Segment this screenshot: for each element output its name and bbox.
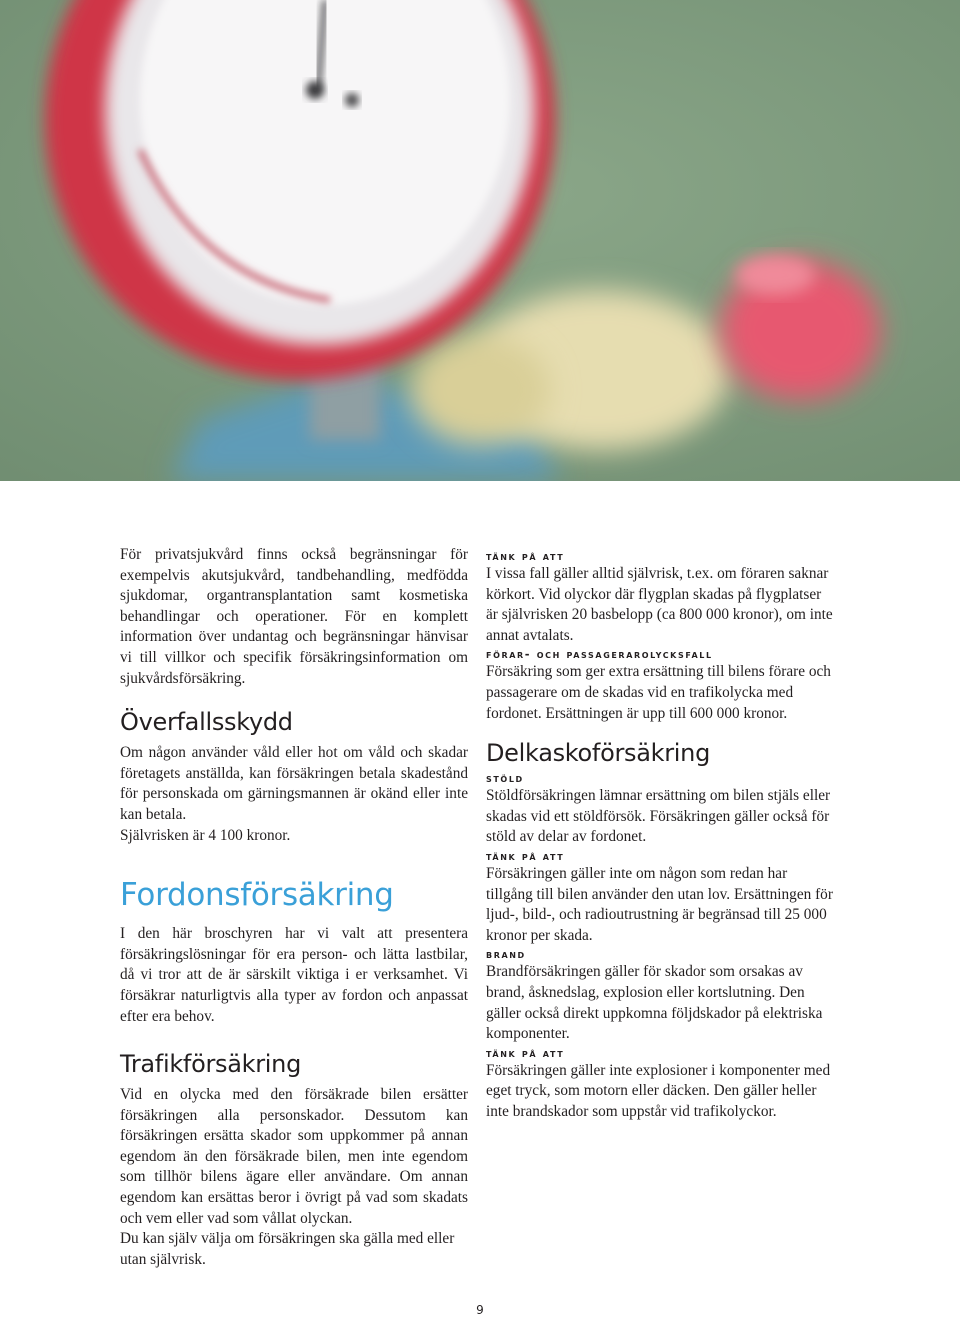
header-photo-pressure-gauge (0, 0, 960, 481)
label-think-2: tänk på att (486, 848, 565, 863)
think-2-paragraph: Försäkringen gäller inte om någon som redan har tillgång till bilen använder den utan lov. Ersättningen för ljud-, bild-, och radioutrustning är begränsad till 25 000 kronor per skada. (486, 864, 833, 944)
intro-paragraph: För privatsjukvård finns också begränsningar för exempelvis akutsjukvård, tandbehandling, medfödda sjukdomar, organtransplantation samt kosmetiska behandlingar och operationer. För en komplett information över undantag och begränsningar hänvisar vi till villkor och specifik försäkringsinformation om sjukvårdsförsäkring. (120, 546, 468, 687)
trafik-paragraph: Vid en olycka med den försäkrade bilen ersätter försäkringen alla personskador. Dessutom kan försäkringen ersätta skador som uppkommer på annan egendom än den försäkrade bilen, men inte egendom som tillhör bilens ägare eller användare. Om annan egendom kan ersättas beror i övrigt på vad som skadats och vem eller vad som vållat olyckan. (120, 1086, 468, 1227)
trafik-choice-paragraph: Du kan själv välja om försäkringen ska gälla med eller utan självrisk. (120, 1230, 455, 1268)
gauge-illustration (0, 0, 960, 481)
label-driver-accident: förar- och passagerarolycksfall (486, 647, 713, 662)
heading-trafikforsakring: Trafikförsäkring (120, 1050, 302, 1079)
think-1-paragraph: I vissa fall gäller alltid självrisk, t.ex. om föraren saknar körkort. Vid olyckor där flygplan skadas på flygplatser är självrisken 20 basbelopp (ca 800 000 kronor), om inte annat avtalats. (486, 565, 833, 644)
heading-overfallsskydd: Överfallsskydd (120, 708, 293, 737)
right-column (486, 548, 834, 1122)
label-think-3: tänk på att (486, 1045, 565, 1060)
fire-paragraph: Brandförsäkringen gäller för skador som orsakas av brand, åsknedslag, explosion eller kortslutning. Den gäller också direkt uppkomna följdskador på elektriska komponenter. (486, 963, 823, 1043)
heading-fordonsforsakring: Fordonsförsäkring (120, 877, 394, 914)
think-3-paragraph: Försäkringen gäller inte explosioner i komponenter med eget tryck, som motorn eller däcken. Den gäller heller inte brandskador som uppstår vid trafikolyckor. (486, 1061, 831, 1120)
overfall-excess: Självrisken är 4 100 kronor. (120, 826, 291, 844)
overfall-paragraph: Om någon använder våld eller hot om våld och skadar företagets anställda, kan försäkringen betala skadestånd för personskada om gärningsmannen är okänd eller inte kan betala. (120, 744, 468, 823)
label-theft: stöld (486, 771, 524, 786)
label-fire: brand (486, 947, 526, 962)
theft-paragraph: Stöldförsäkringen lämnar ersättning om bilen stjäls eller skadas vid ett stöldförsök. Försäkringen gäller också för stöld av delar av fordonet. (486, 787, 831, 846)
label-think-1: tänk på att (486, 549, 565, 563)
heading-delkaskoforsakring: Delkaskoförsäkring (486, 739, 711, 768)
driver-paragraph: Försäkring som ger extra ersättning till bilens förare och passagerare om de skadas vid en trafikolycka med fordonet. Ersättningen är upp till 600 000 kronor. (486, 663, 831, 722)
fordon-paragraph: I den här broschyren har vi valt att presentera försäkringslösningar för era person- och lätta lastbilar, då vi tror att de är särskilt viktiga i er verksamhet. Vi försäkrar naturligtvis alla typer av fordon och anpassat efter era behov. (120, 925, 468, 1025)
page-number: 9 (476, 1303, 484, 1317)
left-column (120, 545, 468, 1270)
